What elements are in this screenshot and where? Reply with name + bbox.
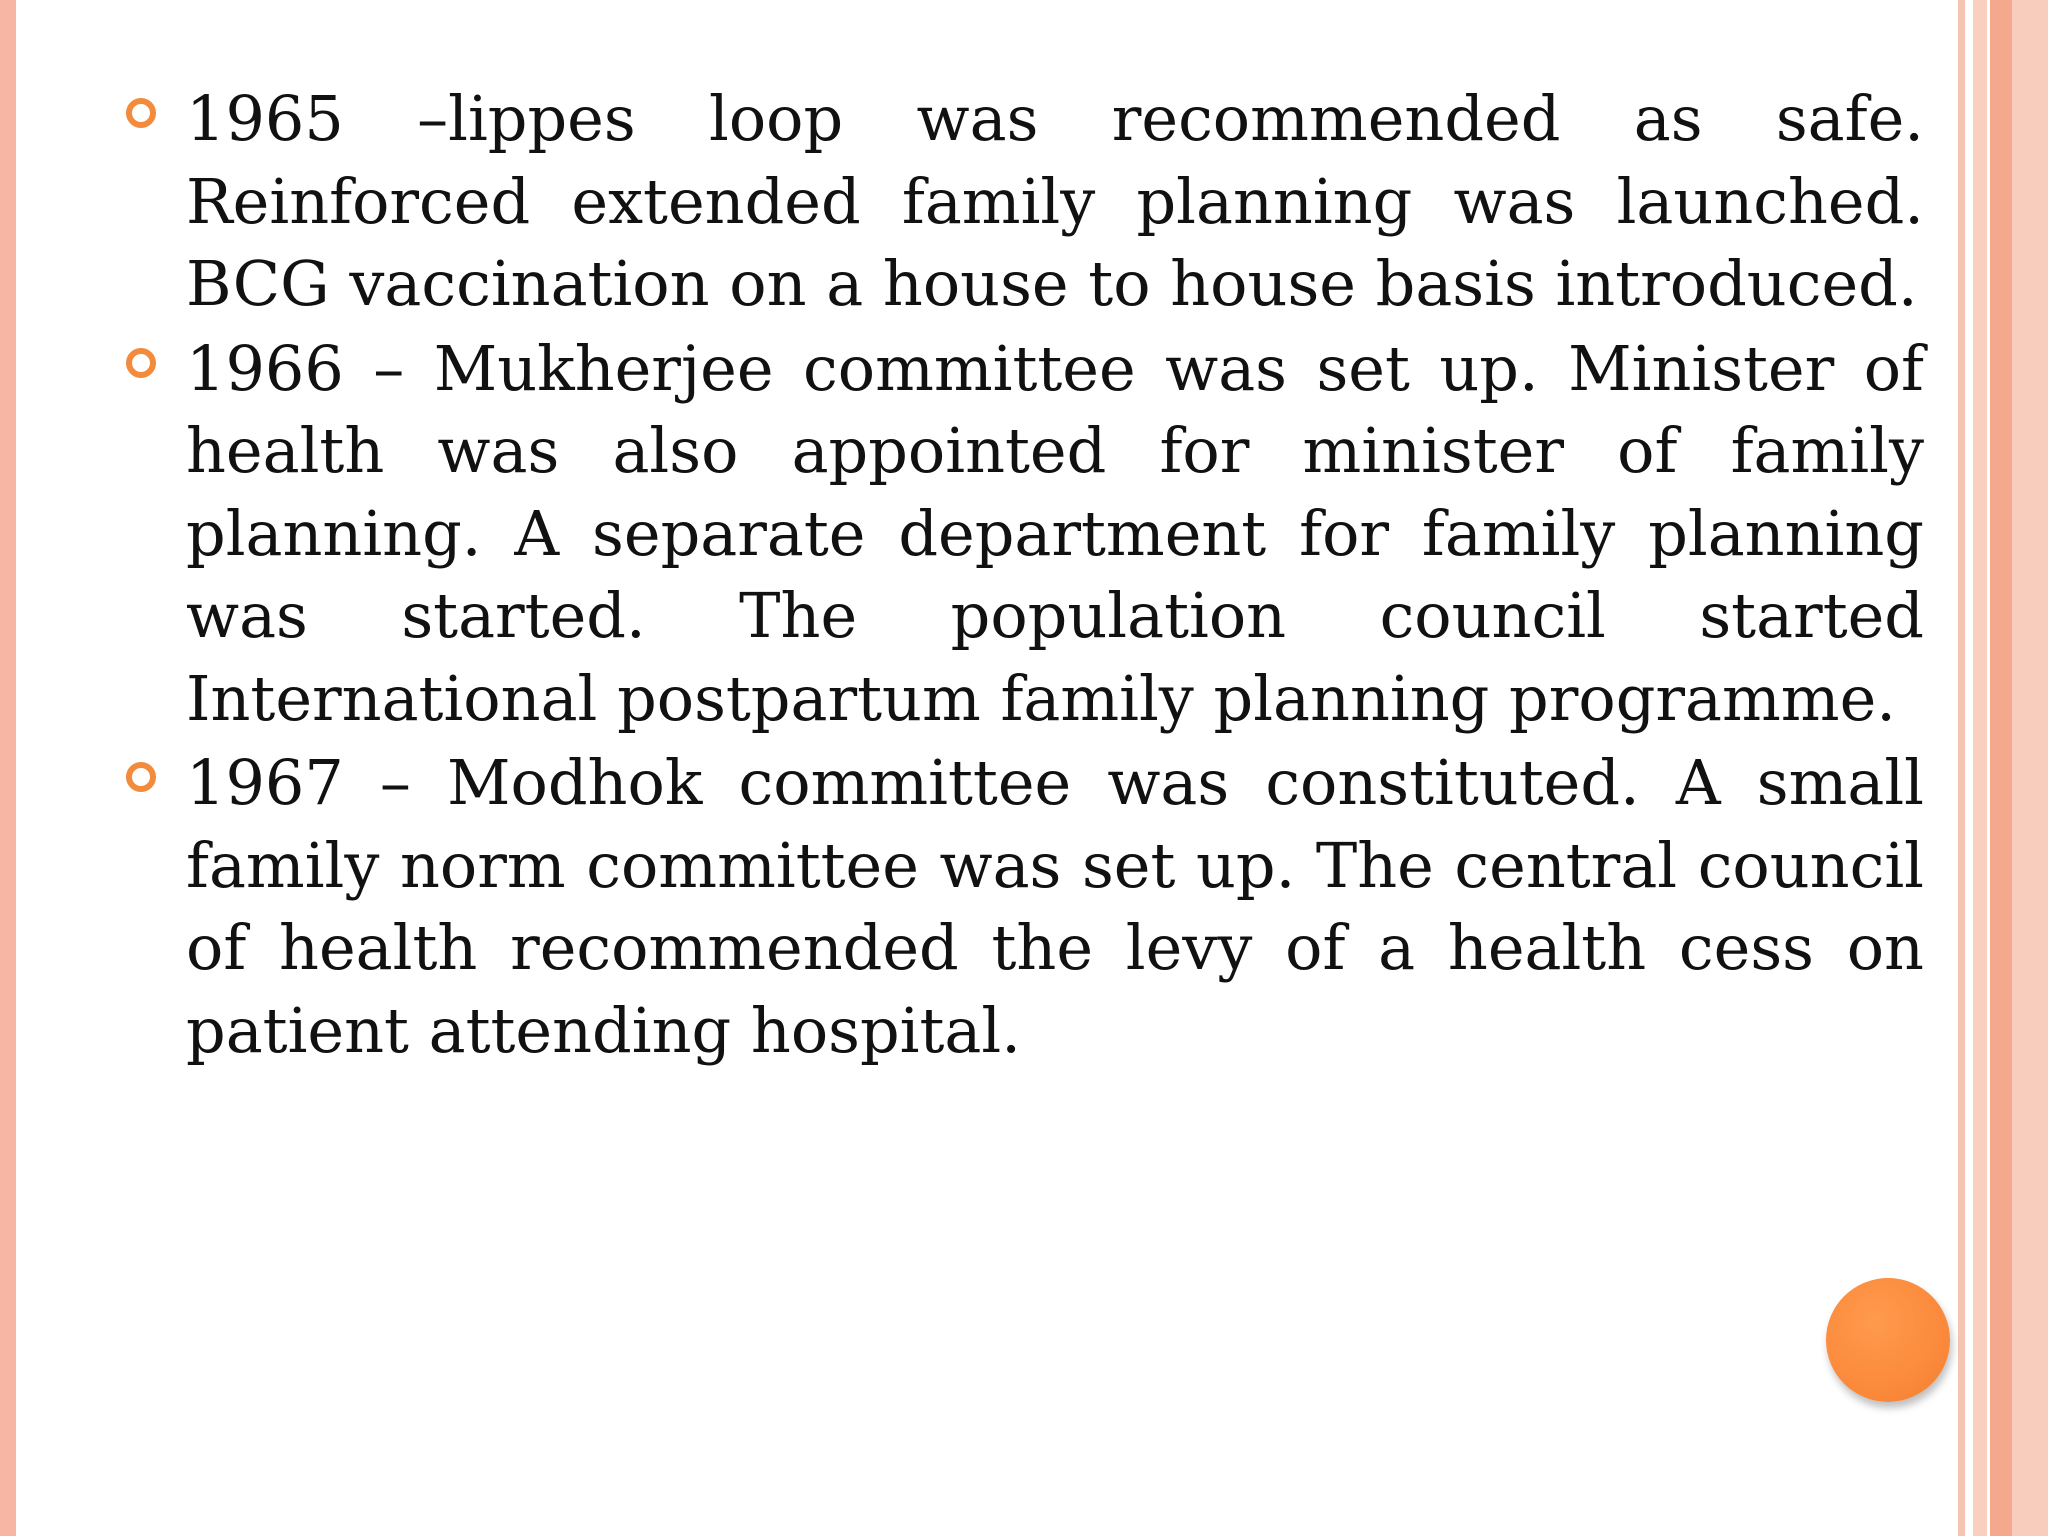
bullet-item-1965: [124, 78, 1924, 326]
right-stripe-decoration: [1958, 0, 1965, 1536]
bullet-text: 1967 – Modhok committee was constituted. A small family norm committee was set up. The central council of health recommended the levy of a health cess on patient attending hospital.: [186, 746, 1924, 1067]
hollow-circle-bullet-icon: [126, 762, 156, 792]
bullet-text: 1965 –lippes loop was recommended as safe. Reinforced extended family planning was launched. BCG vaccination on a house to house basis introduced.: [186, 82, 1924, 320]
bullet-item-1966: [124, 328, 1924, 741]
bullet-list: [124, 78, 1924, 1074]
bullet-text: 1966 – Mukherjee committee was set up. Minister of health was also appointed for minister of family planning. A separate department for family planning was started. The population council started International postpartum family planning programme.: [186, 331, 1924, 735]
left-border-decoration: [0, 0, 16, 1536]
hollow-circle-bullet-icon: [126, 98, 156, 128]
orange-circle-icon: [1826, 1278, 1950, 1402]
right-stripe-decoration: [1973, 0, 1987, 1536]
right-stripe-decoration: [2012, 0, 2048, 1536]
hollow-circle-bullet-icon: [126, 348, 156, 378]
right-stripe-decoration: [1990, 0, 2012, 1536]
bullet-item-1967: [124, 742, 1924, 1072]
